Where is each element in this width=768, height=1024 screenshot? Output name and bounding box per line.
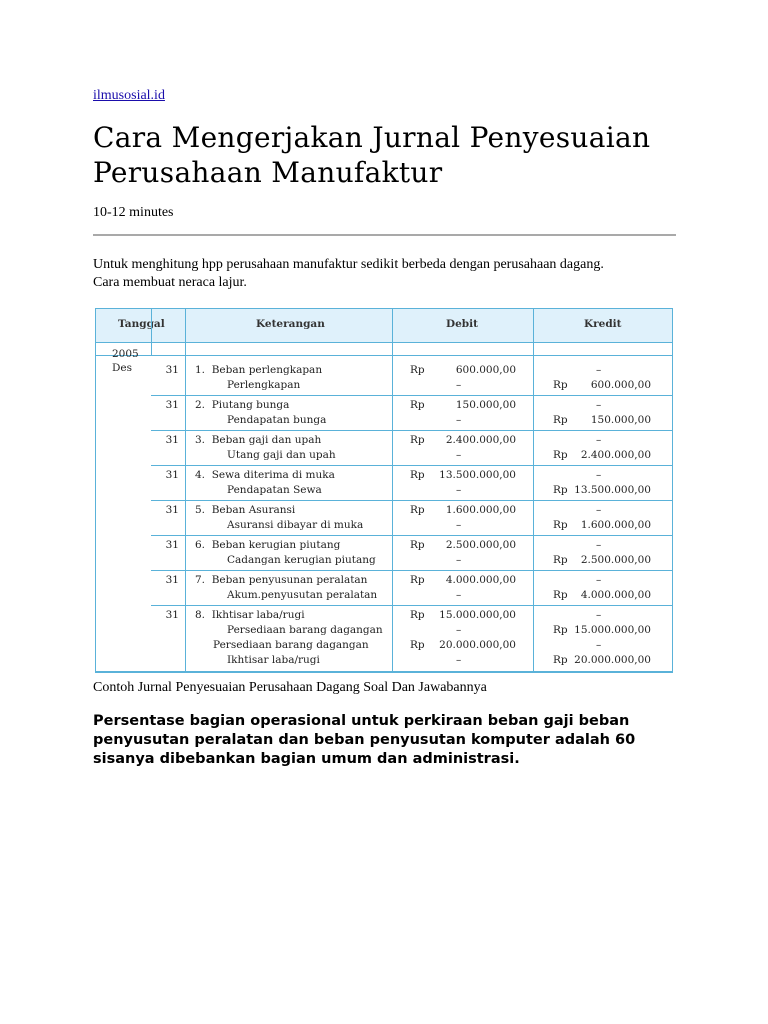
column-divider — [185, 309, 186, 671]
credit-currency: Rp — [553, 589, 568, 601]
credit-amount: 1.600.000,00 — [580, 519, 651, 531]
credit-amount: 4.000.000,00 — [580, 589, 651, 601]
entry-account: 1. Beban perlengkapan — [195, 364, 323, 376]
column-divider — [533, 309, 534, 671]
debit-currency: Rp — [410, 639, 425, 651]
debit-currency: Rp — [410, 399, 425, 411]
debit-dash: – — [456, 379, 462, 391]
entry-account: 3. Beban gaji dan upah — [195, 434, 322, 446]
header-date: Tanggal — [118, 318, 165, 330]
debit-dash: – — [456, 654, 462, 666]
credit-dash: – — [596, 469, 602, 481]
journal-year: 2005 — [112, 348, 139, 360]
credit-currency: Rp — [553, 414, 568, 426]
credit-dash: – — [596, 609, 602, 621]
row-divider — [151, 535, 672, 536]
header-debit: Debit — [446, 318, 478, 330]
page-title: Cara Mengerjakan Jurnal Penyesuaian Perusahaan Manufaktur — [93, 121, 651, 189]
journal-header — [96, 309, 672, 343]
credit-currency: Rp — [553, 554, 568, 566]
debit-dash: – — [456, 484, 462, 496]
entry-account: Akum.penyusutan peralatan — [227, 589, 378, 601]
source-link[interactable]: ilmusosial.id — [93, 88, 165, 103]
entry-account: Asuransi dibayar di muka — [227, 519, 364, 531]
credit-amount: 2.500.000,00 — [580, 554, 651, 566]
entry-account: 6. Beban kerugian piutang — [195, 539, 341, 551]
debit-currency: Rp — [410, 574, 425, 586]
entry-day: 31 — [165, 609, 179, 621]
debit-amount: 20.000.000,00 — [439, 639, 516, 651]
entry-account: 7. Beban penyusunan peralatan — [195, 574, 368, 586]
entry-account: 8. Ikhtisar laba/rugi — [195, 609, 305, 621]
debit-amount: 4.000.000,00 — [445, 574, 516, 586]
row-divider — [151, 500, 672, 501]
credit-currency: Rp — [553, 449, 568, 461]
entry-account: Utang gaji dan upah — [227, 449, 336, 461]
debit-amount: 1.600.000,00 — [445, 504, 516, 516]
debit-currency: Rp — [410, 609, 425, 621]
credit-amount: 150.000,00 — [590, 414, 651, 426]
entry-account: Perlengkapan — [227, 379, 301, 391]
debit-currency: Rp — [410, 539, 425, 551]
journal-table-image — [95, 308, 673, 673]
intro-line: Untuk menghitung hpp perusahaan manufaktur sedikit berbeda dengan perusahaan dagang. — [93, 257, 604, 272]
debit-dash: – — [456, 554, 462, 566]
debit-amount: 13.500.000,00 — [439, 469, 516, 481]
entry-account: Persediaan barang dagangan — [213, 639, 369, 651]
entry-day: 31 — [165, 364, 179, 376]
debit-dash: – — [456, 519, 462, 531]
image-caption: Contoh Jurnal Penyesuaian Perusahaan Dagang Soal Dan Jawabannya — [93, 680, 487, 695]
header-description: Keterangan — [256, 318, 325, 330]
debit-currency: Rp — [410, 469, 425, 481]
entry-account: 5. Beban Asuransi — [195, 504, 296, 516]
credit-currency: Rp — [553, 654, 568, 666]
credit-amount: 600.000,00 — [590, 379, 651, 391]
debit-amount: 15.000.000,00 — [439, 609, 516, 621]
debit-amount: 600.000,00 — [455, 364, 516, 376]
emphasis-paragraph: Persentase bagian operasional untuk perkiraan beban gaji beban penyusutan peralatan dan beban penyusutan komputer adalah 60 sisanya dibebankan bagian umum dan administrasi. — [93, 713, 636, 767]
debit-dash: – — [456, 589, 462, 601]
entry-day: 31 — [165, 434, 179, 446]
debit-currency: Rp — [410, 434, 425, 446]
entry-account: 2. Piutang bunga — [195, 399, 290, 411]
credit-currency: Rp — [553, 379, 568, 391]
credit-amount: 2.400.000,00 — [580, 449, 651, 461]
entry-account: 4. Sewa diterima di muka — [195, 469, 335, 481]
credit-dash: – — [596, 434, 602, 446]
row-divider — [151, 605, 672, 606]
intro-text — [93, 256, 683, 292]
credit-dash: – — [596, 364, 602, 376]
entry-account: Persediaan barang dagangan — [227, 624, 383, 636]
credit-currency: Rp — [553, 484, 568, 496]
credit-dash: – — [596, 539, 602, 551]
credit-amount: 15.000.000,00 — [574, 624, 651, 636]
entry-account: Pendapatan Sewa — [227, 484, 322, 496]
entry-day: 31 — [165, 574, 179, 586]
divider — [93, 234, 676, 236]
credit-dash: – — [596, 504, 602, 516]
header-credit: Kredit — [584, 318, 622, 330]
journal-subheader-row — [96, 342, 672, 356]
credit-amount: 13.500.000,00 — [574, 484, 651, 496]
row-divider — [151, 465, 672, 466]
debit-dash: – — [456, 624, 462, 636]
debit-currency: Rp — [410, 504, 425, 516]
debit-dash: – — [456, 414, 462, 426]
column-divider — [151, 309, 152, 355]
credit-dash: – — [596, 639, 602, 651]
journal-month: Des — [112, 362, 133, 374]
read-time: 10-12 minutes — [93, 205, 174, 220]
credit-dash: – — [596, 574, 602, 586]
row-divider — [151, 395, 672, 396]
debit-amount: 150.000,00 — [455, 399, 516, 411]
entry-account: Pendapatan bunga — [227, 414, 327, 426]
entry-day: 31 — [165, 504, 179, 516]
entry-account: Ikhtisar laba/rugi — [227, 654, 320, 666]
debit-dash: – — [456, 449, 462, 461]
row-divider — [151, 570, 672, 571]
entry-day: 31 — [165, 539, 179, 551]
intro-line: Cara membuat neraca lajur. — [93, 275, 247, 290]
entry-day: 31 — [165, 399, 179, 411]
row-divider — [151, 430, 672, 431]
column-divider — [392, 309, 393, 671]
credit-currency: Rp — [553, 519, 568, 531]
debit-currency: Rp — [410, 364, 425, 376]
credit-dash: – — [596, 399, 602, 411]
entry-day: 31 — [165, 469, 179, 481]
credit-currency: Rp — [553, 624, 568, 636]
entry-account: Cadangan kerugian piutang — [227, 554, 376, 566]
debit-amount: 2.500.000,00 — [445, 539, 516, 551]
debit-amount: 2.400.000,00 — [445, 434, 516, 446]
credit-amount: 20.000.000,00 — [574, 654, 651, 666]
